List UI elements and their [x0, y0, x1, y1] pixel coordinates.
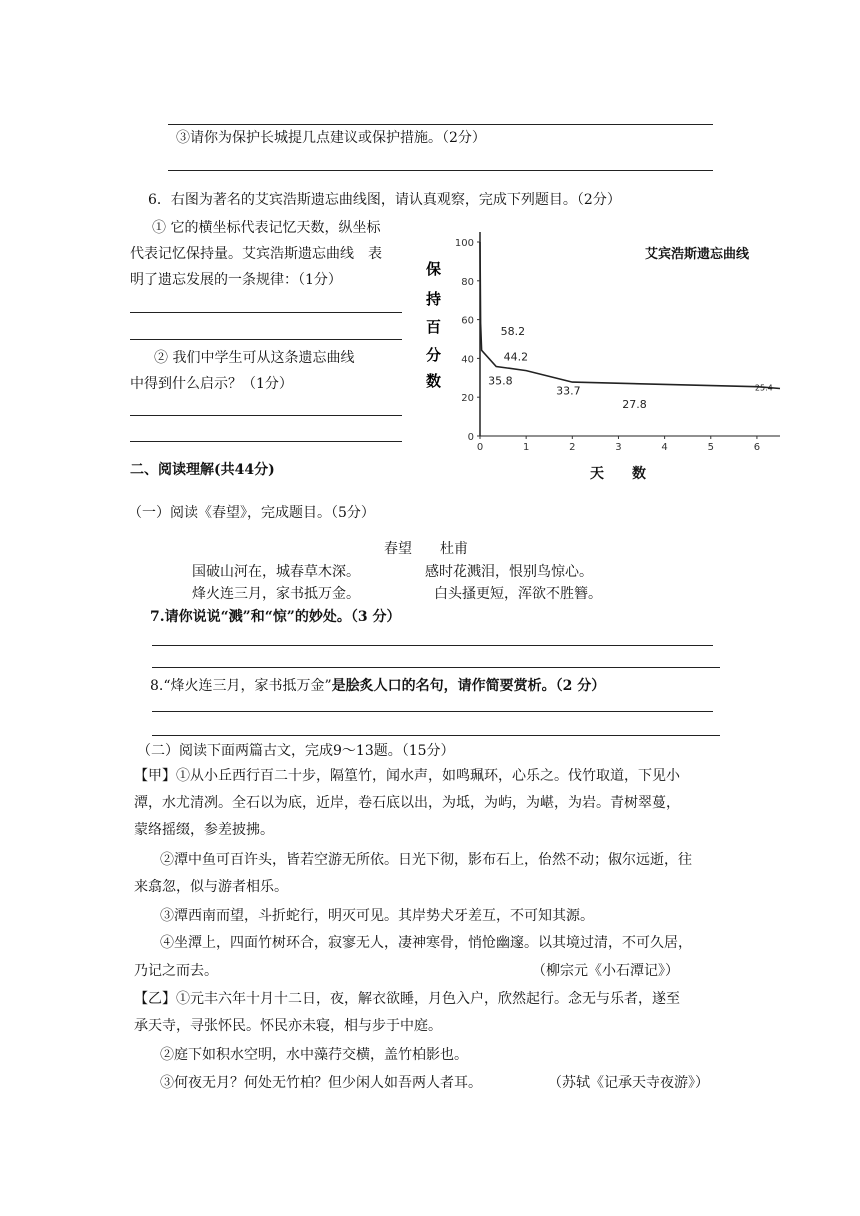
- data-label: 25.4: [754, 383, 773, 393]
- text-jia-line: ②潭中鱼可百许头，皆若空游无所依。日光下彻，影布石上，佁然不动；俶尔远逝，往: [160, 852, 692, 868]
- poem-line: 感时花溅泪，恨别鸟惊心。: [425, 564, 593, 580]
- text-yi-line: ②庭下如积水空明，水中藻荇交横，盖竹柏影也。: [160, 1047, 468, 1063]
- answer-line: [130, 441, 402, 442]
- question-7: 7.请你说说“溅”和“惊”的妙处。（3 分）: [150, 609, 401, 625]
- data-label: 44.2: [503, 350, 529, 364]
- section-2-intro: （二）阅读下面两篇古文，完成9～13题。（15分）: [137, 743, 455, 759]
- text-yi-line: 承天寺，寻张怀民。怀民亦未寝，相与步于中庭。: [134, 1018, 442, 1034]
- y-tick-label: 60: [461, 315, 474, 327]
- x-tick-label: 5: [707, 442, 714, 453]
- text-jia-line: ④坐潭上，四面竹树环合，寂寥无人，凄神寒骨，悄怆幽邃。以其境过清，不可久居，: [160, 935, 692, 951]
- y-axis-label-char: 百: [426, 318, 442, 336]
- data-label: 58.2: [500, 325, 526, 339]
- data-label: 35.8: [488, 374, 513, 388]
- answer-line: [168, 124, 713, 125]
- x-tick-label: 1: [522, 442, 530, 453]
- question-8-prompt: 是脍炙人口的名句，请作简要赏析。（2 分）: [331, 678, 606, 694]
- text-yi-line: 【乙】①元丰六年十月十二日，夜，解衣欲睡，月色入户，欣然起行。念无与乐者，遂至: [134, 991, 680, 1007]
- question-8-quote: 8.“烽火连三月，家书抵万金”: [150, 678, 332, 694]
- y-tick-label: 80: [461, 276, 474, 288]
- text-jia-source: （柳宗元《小石潭记》）: [532, 963, 679, 979]
- answer-line: [130, 339, 402, 340]
- x-tick-label: 3: [615, 442, 622, 453]
- text-jia-line: 乃记之而去。: [134, 963, 218, 979]
- forgetting-curve-chart: [420, 222, 790, 484]
- answer-line: [152, 735, 720, 736]
- y-tick-label: 20: [461, 393, 474, 405]
- x-tick-label: 6: [753, 442, 761, 453]
- data-label: 33.7: [556, 384, 581, 398]
- x-tick-label: 4: [661, 442, 668, 453]
- y-axis-label-char: 保: [426, 260, 442, 278]
- text-jia-line: 来翕忽，似与游者相乐。: [134, 879, 288, 895]
- y-tick-label: 100: [454, 238, 474, 249]
- poem-line: 烽火连三月，家书抵万金。: [192, 586, 360, 602]
- text-jia-line: 【甲】①从小丘西行百二十步，隔篁竹，闻水声，如鸣珮环，心乐之。伐竹取道，下见小: [134, 768, 680, 784]
- data-label: 27.8: [622, 398, 647, 412]
- question-6-1-line1: ① 它的横坐标代表记忆天数，纵坐标: [152, 220, 381, 236]
- question-5-3: ③请你为保护长城提几点建议或保护措施。（2分）: [176, 130, 486, 146]
- poem-title: 春望 杜甫: [384, 541, 468, 557]
- question-6-1-line3: 明了遗忘发展的一条规律：（1分）: [130, 272, 342, 288]
- x-axis-label: 天 数: [590, 466, 646, 482]
- poem-line: 白头搔更短，浑欲不胜簪。: [434, 586, 602, 602]
- question-8: [150, 676, 605, 696]
- y-axis-label-char: 持: [426, 290, 442, 308]
- answer-line: [152, 667, 720, 668]
- poem-line: 国破山河在，城春草木深。: [192, 564, 360, 580]
- question-6-2-line1: ② 我们中学生可从这条遗忘曲线: [154, 350, 355, 366]
- x-tick-label: 0: [476, 442, 484, 453]
- question-6-title: 6．右图为著名的艾宾浩斯遗忘曲线图，请认真观察，完成下列题目。（2分）: [148, 192, 621, 208]
- answer-line: [168, 170, 713, 171]
- section-heading: 二、阅读理解(共44分): [130, 462, 275, 478]
- y-tick-label: 0: [467, 432, 474, 443]
- y-axis-label: [425, 260, 441, 390]
- text-yi-line: ③何夜无月？何处无竹柏？但少闲人如吾两人者耳。: [160, 1075, 482, 1091]
- forgetting-curve-line: [480, 242, 780, 389]
- y-axis-label-char: 数: [426, 372, 442, 390]
- text-jia-line: ③潭西南而望，斗折蛇行，明灭可见。其岸势犬牙差互，不可知其源。: [160, 908, 594, 924]
- answer-line: [130, 312, 402, 313]
- text-yi-source: （苏轼《记承天寺夜游》）: [548, 1075, 709, 1091]
- text-jia-line: 蒙络摇缀，参差披拂。: [134, 822, 274, 838]
- y-tick-label: 40: [461, 354, 474, 366]
- chart-title: 艾宾浩斯遗忘曲线: [645, 247, 750, 262]
- question-6-2-line2: 中得到什么启示？（1分）: [130, 376, 293, 392]
- y-axis-label-char: 分: [426, 346, 442, 364]
- section-1-intro: （一）阅读《春望》，完成题目。（5分）: [128, 505, 375, 521]
- x-tick-label: 2: [569, 442, 576, 453]
- answer-line: [152, 645, 713, 646]
- answer-line: [130, 415, 402, 416]
- question-6-1-line2: 代表记忆保持量。艾宾浩斯遗忘曲线 表: [130, 246, 382, 262]
- text-jia-line: 潭，水尤清冽。全石以为底，近岸，卷石底以出，为坻，为屿，为嵁，为岩。青树翠蔓，: [134, 795, 680, 811]
- answer-line: [152, 711, 713, 712]
